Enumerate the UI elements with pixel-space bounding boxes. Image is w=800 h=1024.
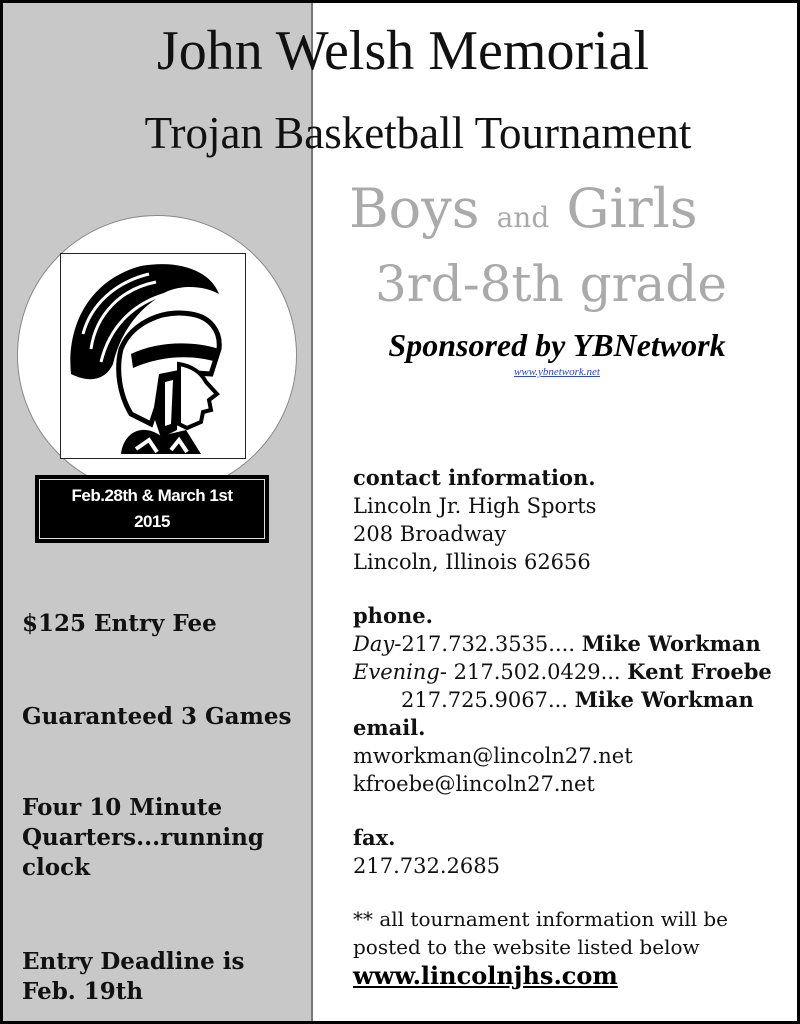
deadline-line: Feb. 19th <box>22 978 144 1005</box>
phone-evening <box>353 658 772 686</box>
note-line: posted to the website listed below <box>353 935 700 959</box>
deadline-line: Entry Deadline is <box>22 948 245 975</box>
website-link[interactable]: www.lincolnjhs.com <box>353 961 618 990</box>
game-format-line: Quarters...running <box>22 824 264 851</box>
title-line-2: Trojan Basketball Tournament <box>144 108 692 158</box>
date-line-1: Feb.28th & March 1st <box>71 486 233 505</box>
grade-range: 3rd-8th grade <box>375 255 727 313</box>
game-format-line: clock <box>22 854 91 881</box>
phone-day <box>353 630 772 658</box>
email-heading: email. <box>353 715 426 740</box>
contact-section <box>353 464 596 576</box>
day-name: Mike Workman <box>581 631 761 656</box>
fax-section <box>353 824 500 880</box>
divisions-boys-girls <box>349 179 698 248</box>
date-badge <box>35 475 269 543</box>
contact-line: Lincoln, Illinois 62656 <box>353 550 591 574</box>
girls-label: Girls <box>566 177 698 240</box>
game-format-line: Four 10 Minute <box>22 794 223 821</box>
date-line-2: 2015 <box>134 512 170 531</box>
title-line-1: John Welsh Memorial <box>156 20 650 82</box>
entry-fee: $125 Entry Fee <box>22 610 217 637</box>
alt-number: 217.725.9067... <box>401 688 568 712</box>
contact-heading: contact information. <box>353 465 596 490</box>
evening-name: Kent Froebe <box>627 659 772 684</box>
alt-name: Mike Workman <box>574 687 754 712</box>
guaranteed-games: Guaranteed 3 Games <box>22 703 292 730</box>
phone-alt <box>353 686 772 714</box>
contact-line: Lincoln Jr. High Sports <box>353 494 597 518</box>
email-address[interactable]: kfroebe@lincoln27.net <box>353 772 595 796</box>
day-number: -217.732.3535.... <box>394 632 575 656</box>
fax-number: 217.732.2685 <box>353 854 500 878</box>
contact-line: 208 Broadway <box>353 522 507 546</box>
email-address[interactable]: mworkman@lincoln27.net <box>353 744 633 768</box>
fax-heading: fax. <box>353 825 396 850</box>
note-section <box>353 905 728 961</box>
trojan-helmet-icon <box>60 253 246 459</box>
game-format <box>22 793 264 883</box>
evening-label: Evening <box>353 660 440 684</box>
entry-deadline <box>22 947 244 1007</box>
sponsor-text: Sponsored by YBNetwork <box>388 327 726 363</box>
note-line: ** all tournament information will be <box>353 907 729 931</box>
boys-label: Boys <box>349 177 480 240</box>
phone-heading: phone. <box>353 603 433 628</box>
evening-number: - 217.502.0429... <box>439 660 621 684</box>
sponsor-link[interactable]: www.ybnetwork.net <box>514 366 600 378</box>
and-label: and <box>496 201 550 234</box>
phone-section <box>353 602 772 798</box>
day-label: Day <box>353 632 395 656</box>
